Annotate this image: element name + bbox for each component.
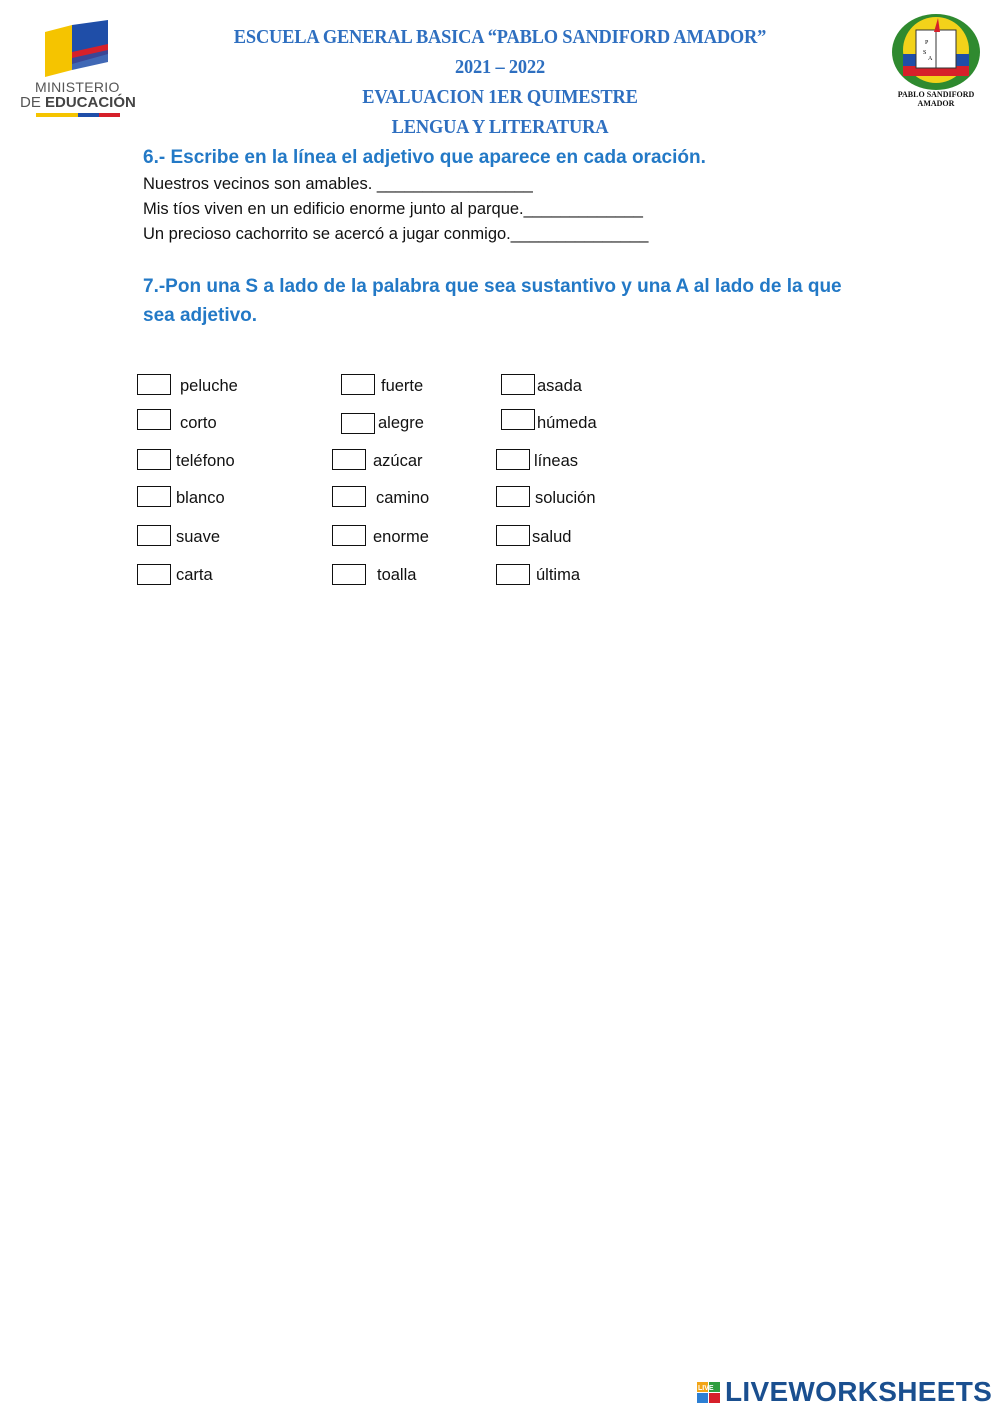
answer-box-asada[interactable]	[501, 374, 535, 395]
word-alegre: alegre	[378, 414, 424, 432]
word-corto: corto	[180, 414, 217, 432]
word-salud: salud	[532, 528, 572, 546]
liveworksheets-logo-icon	[697, 1378, 721, 1408]
question-6-title: 6.- Escribe en la línea el adjetivo que aparece en cada oración.	[143, 147, 706, 168]
word-peluche: peluche	[180, 377, 238, 395]
seal-caption: PABLO SANDIFORD AMADOR	[897, 90, 975, 108]
answer-box-telefono[interactable]	[137, 449, 171, 470]
word-fuerte: fuerte	[381, 377, 424, 395]
seal-letter-p: P	[925, 40, 929, 46]
answer-box-suave[interactable]	[137, 525, 171, 546]
answer-box-corto[interactable]	[137, 409, 171, 430]
subject-title: LENGUA Y LITERATURA	[391, 116, 609, 138]
answer-box-ultima[interactable]	[496, 564, 530, 585]
word-suave: suave	[176, 528, 221, 546]
ministry-name-line1: MINISTERIO	[35, 79, 120, 95]
word-asada: asada	[537, 377, 582, 395]
word-azucar: azúcar	[373, 452, 423, 470]
answer-box-peluche[interactable]	[137, 374, 171, 395]
answer-box-toalla[interactable]	[332, 564, 366, 585]
sentence-3: Un precioso cachorrito se acercó a jugar conmigo._______________	[143, 225, 649, 243]
seal-letter-s: S	[923, 50, 927, 56]
word-carta: carta	[176, 566, 213, 584]
answer-box-salud[interactable]	[496, 525, 530, 546]
word-solucion: solución	[535, 489, 596, 507]
word-camino: camino	[376, 489, 430, 507]
answer-box-carta[interactable]	[137, 564, 171, 585]
word-blanco: blanco	[176, 489, 225, 507]
school-years: 2021 – 2022	[455, 56, 545, 78]
word-enorme: enorme	[373, 528, 429, 546]
school-name: ESCUELA GENERAL BASICA “PABLO SANDIFORD AMADOR”	[233, 26, 767, 48]
answer-box-enorme[interactable]	[332, 525, 366, 546]
word-toalla: toalla	[377, 566, 417, 584]
seal-letter-a: A	[928, 56, 933, 62]
school-seal-icon	[888, 8, 984, 98]
ministry-name-line2: DE EDUCACIÓN	[20, 94, 136, 111]
question-7-title: 7.-Pon una S a lado de la palabra que sea sustantivo y una A al lado de la que sea adjetivo.	[143, 276, 842, 326]
word-telefono: teléfono	[176, 452, 235, 470]
answer-box-solucion[interactable]	[496, 486, 530, 507]
answer-box-blanco[interactable]	[137, 486, 171, 507]
answer-box-fuerte[interactable]	[341, 374, 375, 395]
word-lineas: líneas	[534, 452, 579, 470]
answer-box-camino[interactable]	[332, 486, 366, 507]
answer-box-alegre[interactable]	[341, 413, 375, 434]
word-ultima: última	[536, 566, 581, 584]
exam-title: EVALUACION 1ER QUIMESTRE	[362, 86, 638, 108]
logo-badge-text: LIVE	[698, 1385, 714, 1392]
answer-box-humeda[interactable]	[501, 409, 535, 430]
sentence-2: Mis tíos viven en un edificio enorme junto al parque._____________	[143, 200, 643, 218]
word-humeda: húmeda	[537, 414, 597, 432]
answer-box-lineas[interactable]	[496, 449, 530, 470]
liveworksheets-brand: LIVEWORKSHEETS	[725, 1376, 993, 1407]
sentence-1: Nuestros vecinos son amables. _________________	[143, 175, 533, 193]
answer-box-azucar[interactable]	[332, 449, 366, 470]
